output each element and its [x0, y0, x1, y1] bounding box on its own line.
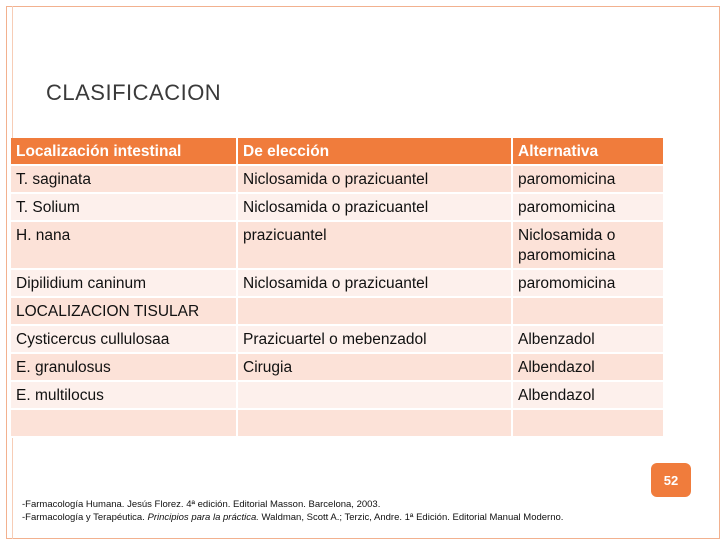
table-row [11, 325, 663, 353]
header-de-eleccion: De elección [237, 138, 512, 165]
cell-localizacion [11, 409, 237, 437]
cell-alternativa: Niclosamida o paromomicina [512, 221, 663, 269]
reference-line-2-italic: Principios para la práctica. [147, 512, 259, 523]
cell-alternativa: Albenzadol [512, 325, 663, 353]
cell-localizacion: T. Solium [11, 193, 237, 221]
cell-de-eleccion: Niclosamida o prazicuantel [237, 193, 512, 221]
cell-de-eleccion: Niclosamida o prazicuantel [237, 269, 512, 297]
references [22, 498, 563, 524]
cell-localizacion: Dipilidium caninum [11, 269, 237, 297]
cell-localizacion: H. nana [11, 221, 237, 269]
cell-alternativa [512, 297, 663, 325]
cell-localizacion: Cysticercus cullulosaa [11, 325, 237, 353]
table-row [11, 353, 663, 381]
table-row [11, 221, 663, 269]
cell-de-eleccion [237, 381, 512, 409]
slide-title: CLASIFICACION [46, 80, 222, 105]
cell-de-eleccion: prazicuantel [237, 221, 512, 269]
table-row [11, 409, 663, 437]
cell-localizacion: LOCALIZACION TISULAR [11, 297, 237, 325]
reference-line-2-prefix: -Farmacología y Terapéutica. [22, 512, 148, 523]
header-localizacion: Localización intestinal [11, 138, 237, 165]
table-row [11, 381, 663, 409]
cell-alternativa [512, 409, 663, 437]
cell-localizacion: E. granulosus [11, 353, 237, 381]
cell-de-eleccion [237, 409, 512, 437]
table-row [11, 269, 663, 297]
header-alternativa: Alternativa [512, 138, 663, 165]
cell-de-eleccion [237, 297, 512, 325]
table-row [11, 165, 663, 193]
reference-line-2 [22, 511, 563, 524]
cell-alternativa: Albendazol [512, 381, 663, 409]
table-row [11, 297, 663, 325]
cell-de-eleccion: Niclosamida o prazicuantel [237, 165, 512, 193]
cell-alternativa: paromomicina [512, 193, 663, 221]
cell-de-eleccion: Cirugia [237, 353, 512, 381]
cell-alternativa: paromomicina [512, 165, 663, 193]
page-number-badge: 52 [651, 463, 691, 497]
table-row [11, 193, 663, 221]
classification-table [11, 138, 663, 438]
cell-localizacion: T. saginata [11, 165, 237, 193]
reference-line-1: -Farmacología Humana. Jesús Florez. 4ª edición. Editorial Masson. Barcelona, 2003. [22, 499, 381, 510]
table-header-row [11, 138, 663, 165]
reference-line-2-suffix: Waldman, Scott A.; Terzic, Andre. 1ª Edición. Editorial Manual Moderno. [258, 512, 564, 523]
cell-alternativa: Albendazol [512, 353, 663, 381]
cell-de-eleccion: Prazicuartel o mebenzadol [237, 325, 512, 353]
cell-localizacion: E. multilocus [11, 381, 237, 409]
cell-alternativa: paromomicina [512, 269, 663, 297]
